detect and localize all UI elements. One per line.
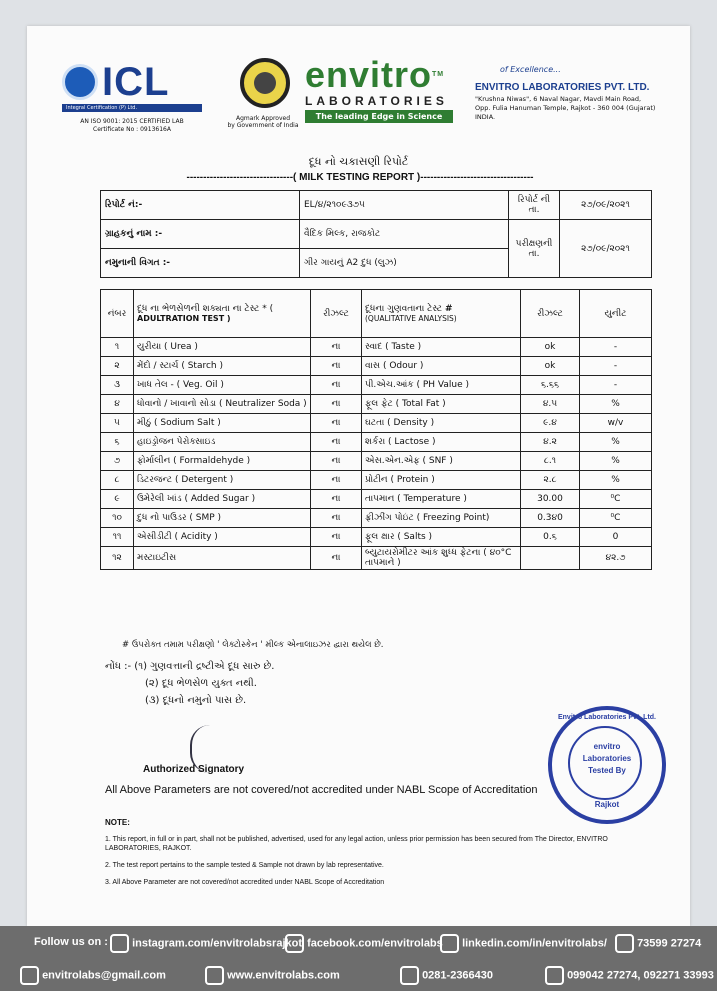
row-qtest: વાસ ( Odour ) — [362, 357, 521, 376]
table-row — [101, 490, 652, 509]
row-no: ૭ — [101, 452, 134, 471]
lab-stamp: Envitro Laboratories Pvt. Ltd. envitro Laboratories Tested By Rajkot — [548, 706, 666, 824]
row-no: ૯ — [101, 490, 134, 509]
row-test: ધોવાનો / ખાવાનો સોડા ( Neutralizer Soda ) — [134, 395, 311, 414]
row-qresult — [521, 547, 580, 570]
brand-sub: LABORATORIES — [305, 94, 448, 108]
table-row — [101, 376, 652, 395]
test-date-label: પરીક્ષણની તા. — [509, 220, 560, 278]
instagram-icon — [110, 934, 129, 953]
row-no: ૬ — [101, 433, 134, 452]
col-qualitative: દૂધના ગુણવતાના ટેસ્ટ # (QUALITATIVE ANALYSIS) — [362, 290, 521, 338]
row-test: ખાધ તેલ - ( Veg. Oil ) — [134, 376, 311, 395]
email-link[interactable]: envitrolabs@gmail.com — [20, 966, 166, 985]
icl-cert-line1: AN ISO 9001: 2015 CERTIFIED LAB — [80, 118, 184, 125]
row-test: યુરીયા ( Urea ) — [134, 338, 311, 357]
report-no-label: રિપોર્ટ નં:- — [101, 191, 300, 220]
mobile-icon — [545, 966, 564, 985]
row-test: મેંદો / સ્ટાર્ચ ( Starch ) — [134, 357, 311, 376]
test-date-value: ૨૭/૦૯/૨૦૨૧ — [560, 220, 652, 278]
table-row — [101, 357, 652, 376]
row-qtest: પી.એચ.આંક ( PH Value ) — [362, 376, 521, 395]
col-result: રીઝલ્ટ — [311, 290, 362, 338]
row-result: ના — [311, 395, 362, 414]
report-info-table — [100, 190, 652, 278]
notes-block — [105, 818, 645, 895]
row-unit: 0 — [580, 528, 652, 547]
row-result: ના — [311, 471, 362, 490]
facebook-icon — [285, 934, 304, 953]
report-date-label: રિપોર્ટ ની તા. — [509, 191, 560, 220]
row-unit: % — [580, 452, 652, 471]
col-adulteration: દૂધ ના ભેળસેળની શક્યતા ના ટેસ્ટ * ( ADULTRATION TEST ) — [134, 290, 311, 338]
row-result: ના — [311, 547, 362, 570]
row-qresult: ok — [521, 357, 580, 376]
icl-name: ICL — [102, 60, 170, 104]
mobile-link[interactable]: 099042 27274, 092271 33993 — [545, 966, 714, 985]
row-result: ના — [311, 376, 362, 395]
col-result2: રીઝલ્ટ — [521, 290, 580, 338]
envitro-logo: envitro™ LABORATORIES The leading Edge in Science — [305, 56, 465, 123]
row-unit: % — [580, 433, 652, 452]
row-unit: - — [580, 357, 652, 376]
row-qresult: ok — [521, 338, 580, 357]
phone-icon — [400, 966, 419, 985]
title-english: --------------------------------( MILK TESTING REPORT )---------------------------------- — [186, 172, 534, 183]
col-unit: યુનીટ — [580, 290, 652, 338]
row-qresult: ૪.૨ — [521, 433, 580, 452]
row-qresult: ૨.૮ — [521, 471, 580, 490]
note-en-3: 3. All Above Parameter are not covered/not accredited under NABL Scope of Accreditation — [105, 879, 385, 886]
government-seal-icon — [240, 58, 290, 108]
disclaimer: All Above Parameters are not covered/not accredited under NABL Scope of Accreditation — [105, 784, 538, 796]
row-no: ૧૨ — [101, 547, 134, 570]
note-en-2: 2. The test report pertains to the sample tested & Sample not drawn by lab representative. — [105, 862, 384, 869]
row-qresult: 30.00 — [521, 490, 580, 509]
phone-link[interactable]: 0281-2366430 — [400, 966, 493, 985]
row-no: ૫ — [101, 414, 134, 433]
globe-icon — [62, 64, 98, 100]
row-result: ના — [311, 414, 362, 433]
email-icon — [20, 966, 39, 985]
row-qresult: ૯.૪ — [521, 414, 580, 433]
icl-logo — [62, 62, 202, 134]
agmark-line1: Agmark Approved — [235, 115, 291, 122]
linkedin-icon — [440, 934, 459, 953]
company-block — [470, 58, 670, 122]
brand-name: envitro — [305, 54, 433, 95]
facebook-link[interactable]: facebook.com/envitrolabs — [285, 934, 443, 953]
row-unit: ⁰C — [580, 509, 652, 528]
table-row — [101, 395, 652, 414]
row-qtest: પ્રોટીન ( Protein ) — [362, 471, 521, 490]
row-unit: w/v — [580, 414, 652, 433]
note-1: (૧) ગુણવત્તાની દ્રષ્ટીએ દૂધ સારુ છે. — [134, 661, 275, 672]
gujarati-notes — [105, 658, 274, 709]
row-test: દુધ નો પાઉડર ( SMP ) — [134, 509, 311, 528]
note-2: (૨) દૂધ ભેળસેળ યુક્ત નથી. — [145, 678, 257, 689]
row-unit: % — [580, 395, 652, 414]
row-qtest: શર્કરા ( Lactose ) — [362, 433, 521, 452]
row-result: ના — [311, 338, 362, 357]
table-row — [101, 338, 652, 357]
table-row — [101, 414, 652, 433]
row-unit: ૪૨.૭ — [580, 547, 652, 570]
row-unit: ⁰C — [580, 490, 652, 509]
icl-cert-line2: Certificate No : 0913616A — [93, 126, 171, 133]
table-row — [101, 471, 652, 490]
sample-label: નમુનાની વિગત :- — [101, 249, 300, 278]
table-row — [101, 528, 652, 547]
icl-tagline: Integral Certification (P) Ltd. — [62, 104, 202, 112]
instagram-link[interactable]: instagram.com/envitrolabsrajkot — [110, 934, 302, 953]
row-qresult: 0.૬ — [521, 528, 580, 547]
note-label: નોંધ :- — [105, 661, 132, 672]
row-test: મીઠું ( Sodium Salt ) — [134, 414, 311, 433]
sample-value: ગીર ગાયનું A2 દુધ (લુઝ) — [300, 249, 509, 278]
address-line2: Opp. Fulia Hanuman Temple, Rajkot - 360 004 (Gujarat) INDIA. — [475, 104, 656, 121]
title-gujarati: દૂધ નો ચકાસણી રિપોર્ટ — [308, 155, 409, 168]
row-test: મસ્ટાઇટીસ — [134, 547, 311, 570]
row-unit: % — [580, 471, 652, 490]
row-test: ડિટરજન્ટ ( Detergent ) — [134, 471, 311, 490]
row-result: ના — [311, 528, 362, 547]
report-no-value: EL/૪/૨૧૦૯૩૭૫ — [300, 191, 509, 220]
row-result: ના — [311, 357, 362, 376]
row-result: ના — [311, 509, 362, 528]
whatsapp-icon — [615, 934, 634, 953]
row-qtest: ફૂલ ફેટ ( Total Fat ) — [362, 395, 521, 414]
notes-heading: NOTE: — [105, 818, 130, 827]
row-qtest: સ્વાદ ( Taste ) — [362, 338, 521, 357]
row-test: ઉમેરેલી ખાંડ ( Added Sugar ) — [134, 490, 311, 509]
follow-label: Follow us on : — [34, 936, 108, 948]
row-qtest: ઘટતા ( Density ) — [362, 414, 521, 433]
row-result: ના — [311, 433, 362, 452]
row-unit: - — [580, 376, 652, 395]
linkedin-link[interactable]: linkedin.com/in/envitrolabs/ — [440, 934, 607, 953]
row-test: એસીડીટી ( Acidity ) — [134, 528, 311, 547]
excellence-text: of Excellence... — [500, 65, 561, 74]
row-qtest: ફૂલ ક્ષાર ( Salts ) — [362, 528, 521, 547]
website-link[interactable]: www.envitrolabs.com — [205, 966, 340, 985]
table-row — [101, 547, 652, 570]
agmark-line2: by Government of India — [227, 122, 299, 129]
row-qresult: ૬.૬૬ — [521, 376, 580, 395]
results-table — [100, 289, 652, 570]
row-no: ૧૦ — [101, 509, 134, 528]
globe-icon — [205, 966, 224, 985]
row-qtest: એસ.એન.એફ ( SNF ) — [362, 452, 521, 471]
row-no: ૨ — [101, 357, 134, 376]
row-test: હાઇડ્રોજન પેરોક્સાઇડ — [134, 433, 311, 452]
note-3: (૩) દૂધનો નમુનો પાસ છે. — [145, 695, 247, 706]
row-unit: - — [580, 338, 652, 357]
footer — [0, 926, 717, 991]
row-test: ફોર્માલીન ( Formaldehyde ) — [134, 452, 311, 471]
row-qtest: ફ્રીઝીંગ પોઇંટ ( Freezing Point) — [362, 509, 521, 528]
row-no: ૪ — [101, 395, 134, 414]
row-qtest: બ્યુટાયરોમીટર આંક શુધ્ધ ફેટના ( ૪૦°C તાપમાને ) — [362, 547, 521, 570]
col-no: નંબર — [101, 290, 134, 338]
company-name: ENVITRO LABORATORIES PVT. LTD. — [475, 82, 650, 93]
note-en-1: 1. This report, in full or in part, shall not be published, advertised, used for any legal action, unless prior permission has been secured from The Director, ENVITRO LABORATORIES, RAJKOT. — [105, 836, 608, 852]
authorized-signatory: Authorized Signatory — [143, 764, 245, 775]
row-result: ના — [311, 490, 362, 509]
row-no: ૧૧ — [101, 528, 134, 547]
table-row — [101, 433, 652, 452]
row-no: ૮ — [101, 471, 134, 490]
hash-note: # ઉપરોક્ત તમામ પરીક્ષણો ' લેક્ટોસ્કેન ' મીલ્ક એનાલાઇઝર દ્વારા થયેલ છે. — [122, 640, 384, 650]
brand-tag: The leading Edge in Science — [305, 110, 453, 123]
row-qresult: 0.3૪0 — [521, 509, 580, 528]
row-result: ના — [311, 452, 362, 471]
row-qresult: ૪.૫ — [521, 395, 580, 414]
row-no: ૩ — [101, 376, 134, 395]
row-qresult: ૮.૧ — [521, 452, 580, 471]
row-qtest: તાપમાન ( Temperature ) — [362, 490, 521, 509]
customer-label: ગ્રાહકનું નામ :- — [101, 220, 300, 249]
address-line1: "Krushna Niwas", 6 Naval Nagar, Mavdi Main Road, — [475, 95, 642, 103]
report-date-value: ૨૭/૦૯/૨૦૨૧ — [560, 191, 652, 220]
row-no: ૧ — [101, 338, 134, 357]
whatsapp-link[interactable]: 73599 27274 — [615, 934, 701, 953]
customer-value: વૈદિક મિલ્ક, રાજકોટ — [300, 220, 509, 249]
table-row — [101, 452, 652, 471]
table-row — [101, 509, 652, 528]
